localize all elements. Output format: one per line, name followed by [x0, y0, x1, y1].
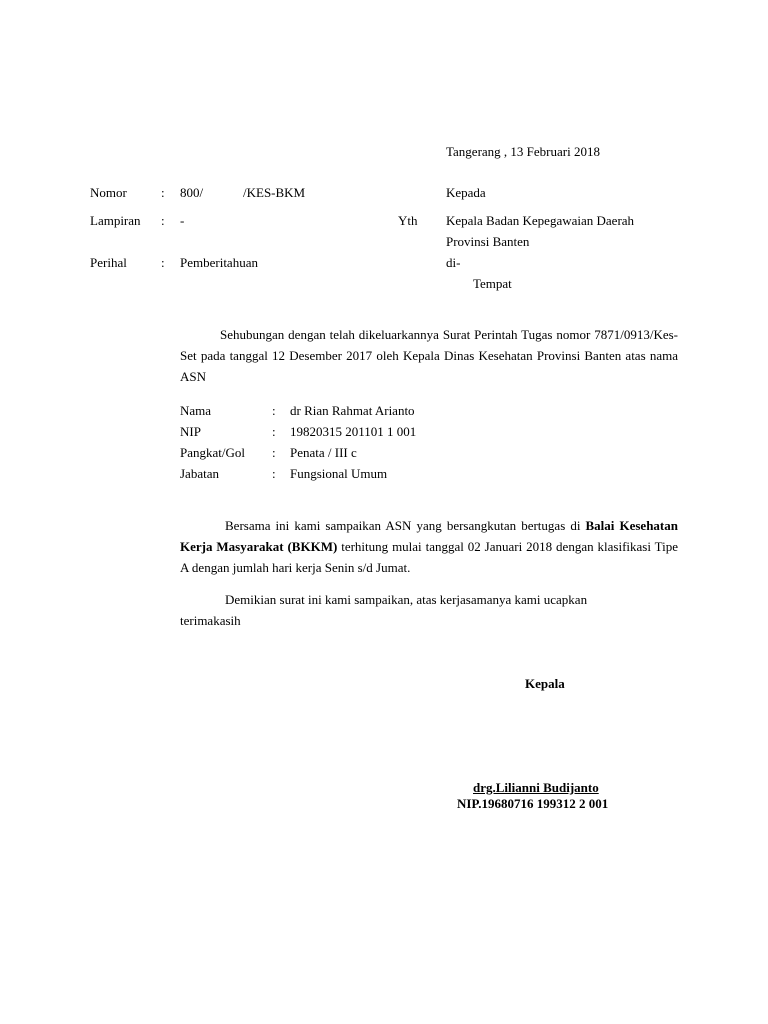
recipient-kepada: Kepada — [446, 185, 486, 200]
detail-colon: : — [272, 424, 276, 439]
recipient-line-4: Tempat — [473, 276, 512, 291]
perihal-label: Perihal — [90, 255, 127, 270]
nomor-colon: : — [161, 185, 165, 200]
recipient-yth: Yth — [398, 213, 418, 228]
signature-title: Kepala — [525, 676, 565, 691]
perihal-value: Pemberitahuan — [180, 255, 258, 270]
recipient-line-2: Provinsi Banten — [446, 234, 530, 249]
nomor-label: Nomor — [90, 185, 127, 200]
paragraph-intro-text: Sehubungan dengan telah dikeluarkannya Surat Perintah Tugas nomor 7871/0913/Kes-Set pada tanggal 12 Desember 2017 oleh Kepala Dinas Kesehatan Provinsi Banten atas nama ASN — [180, 327, 678, 384]
detail-label: Pangkat/Gol — [180, 445, 245, 460]
paragraph-assignment-bold: Balai Kesehatan Kerja Masyarakat (BKKM) — [180, 518, 678, 554]
perihal-colon: : — [161, 255, 165, 270]
lampiran-colon: : — [161, 213, 165, 228]
nomor-value-suffix: /KES-BKM — [243, 185, 306, 200]
lampiran-value: - — [180, 213, 185, 228]
detail-value: Fungsional Umum — [290, 466, 388, 481]
detail-label: Nama — [180, 403, 212, 418]
paragraph-intro — [180, 324, 678, 387]
detail-label: Jabatan — [180, 466, 219, 481]
letter-date: Tangerang , 13 Februari 2018 — [446, 144, 600, 159]
nomor-value-prefix: 800/ — [180, 185, 204, 200]
paragraph-assignment-text-1: Bersama ini kami sampaikan ASN yang bersangkutan bertugas di — [225, 518, 586, 533]
signature-name: drg.Lilianni Budijanto — [473, 780, 599, 795]
detail-label: NIP — [180, 424, 201, 439]
paragraph-assignment — [180, 515, 678, 578]
lampiran-label: Lampiran — [90, 213, 141, 228]
signature-nip: NIP.19680716 199312 2 001 — [457, 796, 609, 811]
paragraph-assignment-text-2: terhitung mulai tanggal 02 Januari 2018 dengan klasifikasi Tipe A dengan jumlah hari kerja Senin s/d Jumat. — [180, 539, 678, 575]
paragraph-closing-text: Demikian surat ini kami sampaikan, atas kerjasamanya kami ucapkan terimakasih — [180, 592, 588, 628]
paragraph-closing — [180, 589, 650, 631]
detail-colon: : — [272, 466, 276, 481]
detail-value: Penata / III c — [290, 445, 357, 460]
recipient-line-3: di- — [446, 255, 461, 270]
detail-value: dr Rian Rahmat Arianto — [290, 403, 415, 418]
detail-colon: : — [272, 403, 276, 418]
recipient-line-1: Kepala Badan Kepegawaian Daerah — [446, 213, 635, 228]
detail-colon: : — [272, 445, 276, 460]
detail-value: 19820315 201101 1 001 — [290, 424, 417, 439]
